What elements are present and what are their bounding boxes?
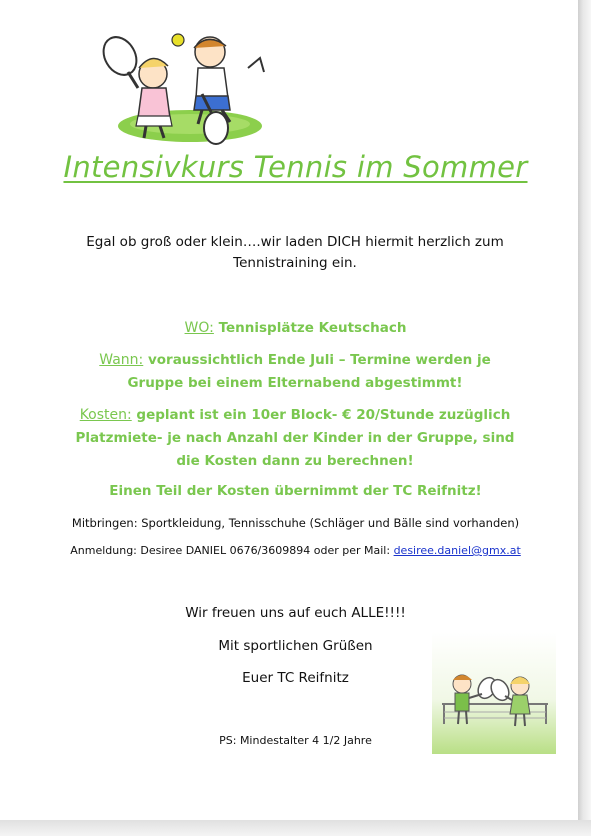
intro-text: Egal ob groß oder klein….wir laden DICH hiermit herzlich zum Tennistraining ein.	[86, 234, 504, 271]
date-label: Wann:	[99, 352, 144, 368]
page-edge-shadow	[578, 0, 591, 836]
costs-label: Kosten:	[79, 407, 132, 423]
page-bottom-shadow	[0, 820, 591, 836]
closing-line-2: Mit sportlichen Grüßen	[218, 638, 373, 654]
bring-along-text: Mitbringen: Sportkleidung, Tennisschuhe (Schläger und Bälle sind vorhanden)	[71, 516, 520, 530]
registration-line	[0, 544, 591, 557]
location-value: Tennisplätze Keutschach	[213, 320, 407, 336]
date-paragraph	[70, 349, 520, 395]
email-link[interactable]: desiree.daniel@gmx.at	[393, 544, 521, 557]
kids-playing-tennis-icon	[98, 28, 268, 146]
page-title: Intensivkurs Tennis im Sommer	[63, 150, 528, 184]
location-line	[0, 320, 591, 336]
costs-paragraph	[70, 404, 520, 473]
postscript-text: PS: Mindestalter 4 1/2 Jahre	[219, 734, 372, 747]
registration-text: Anmeldung: Desiree DANIEL 0676/3609894 oder per Mail:	[70, 544, 394, 557]
date-value: voraussichtlich Ende Juli – Termine werden je Gruppe bei einem Elternabend abgestimmt!	[127, 352, 491, 391]
cost-share-note: Einen Teil der Kosten übernimmt der TC Reifnitz!	[109, 483, 482, 499]
location-label: WO:	[184, 320, 214, 336]
closing-line-3: Euer TC Reifnitz	[242, 670, 349, 686]
kids-at-tennis-net-icon	[432, 632, 556, 754]
costs-value: geplant ist ein 10er Block- € 20/Stunde zuzüglich Platzmiete- je nach Anzahl der Kinder in der Gruppe, sind die Kosten dann zu berechnen!	[75, 407, 515, 469]
closing-line-1: Wir freuen uns auf euch ALLE!!!!	[185, 605, 406, 621]
